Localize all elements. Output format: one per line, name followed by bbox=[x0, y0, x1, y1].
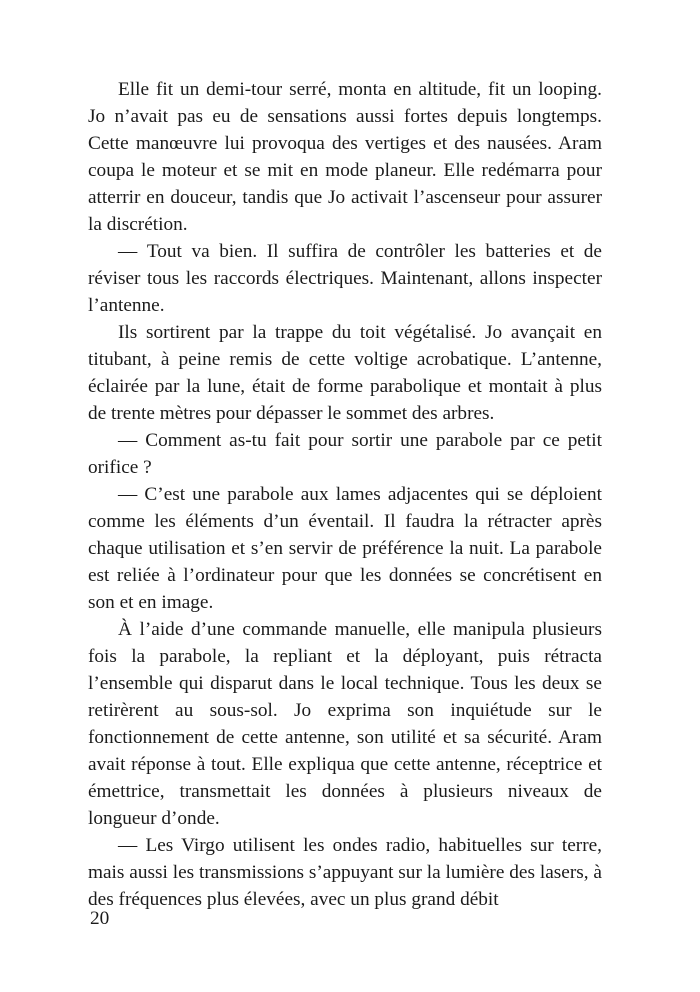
page-text-block bbox=[88, 76, 602, 913]
paragraph: — Les Virgo utilisent les ondes radio, habituelles sur terre, mais aussi les transmissions s’appuyant sur la lumière des lasers, à des fréquences plus élevées, avec un plus grand débit bbox=[88, 835, 602, 910]
paragraph: Elle fit un demi-tour serré, monta en altitude, fit un looping. Jo n’avait pas eu de sensations aussi fortes depuis longtemps. Cette manœuvre lui provoqua des vertiges et des nausées. Aram coupa le moteur et se mit en mode planeur. Elle redémarra pour atterrir en douceur, tandis que Jo activait l’ascenseur pour assurer la discrétion. bbox=[88, 79, 602, 235]
paragraph: — Comment as-tu fait pour sortir une parabole par ce petit orifice ? bbox=[88, 430, 602, 478]
page-number: 20 bbox=[90, 908, 110, 929]
paragraph: À l’aide d’une commande manuelle, elle manipula plusieurs fois la parabole, la repliant et la déployant, puis rétracta l’ensemble qui disparut dans le local technique. Tous les deux se retirèrent au sous-sol. Jo exprima son inquiétude sur le fonctionnement de cette antenne, son utilité et sa sécurité. Aram avait réponse à tout. Elle expliqua que cette antenne, réceptrice et émettrice, transmettait les données à plusieurs niveaux de longueur d’onde. bbox=[88, 619, 602, 829]
paragraph: — Tout va bien. Il suffira de contrôler les batteries et de réviser tous les raccords électriques. Maintenant, allons inspecter l’antenne. bbox=[88, 241, 602, 316]
paragraph: — C’est une parabole aux lames adjacentes qui se déploient comme les éléments d’un éventail. Il faudra la rétracter après chaque utilisation et s’en servir de préférence la nuit. La parabole est reliée à l’ordinateur pour que les données se concrétisent en son et en image. bbox=[88, 484, 602, 613]
paragraph: Ils sortirent par la trappe du toit végétalisé. Jo avançait en titubant, à peine remis de cette voltige acrobatique. L’antenne, éclairée par la lune, était de forme parabolique et montait à plus de trente mètres pour dépasser le sommet des arbres. bbox=[88, 322, 602, 424]
